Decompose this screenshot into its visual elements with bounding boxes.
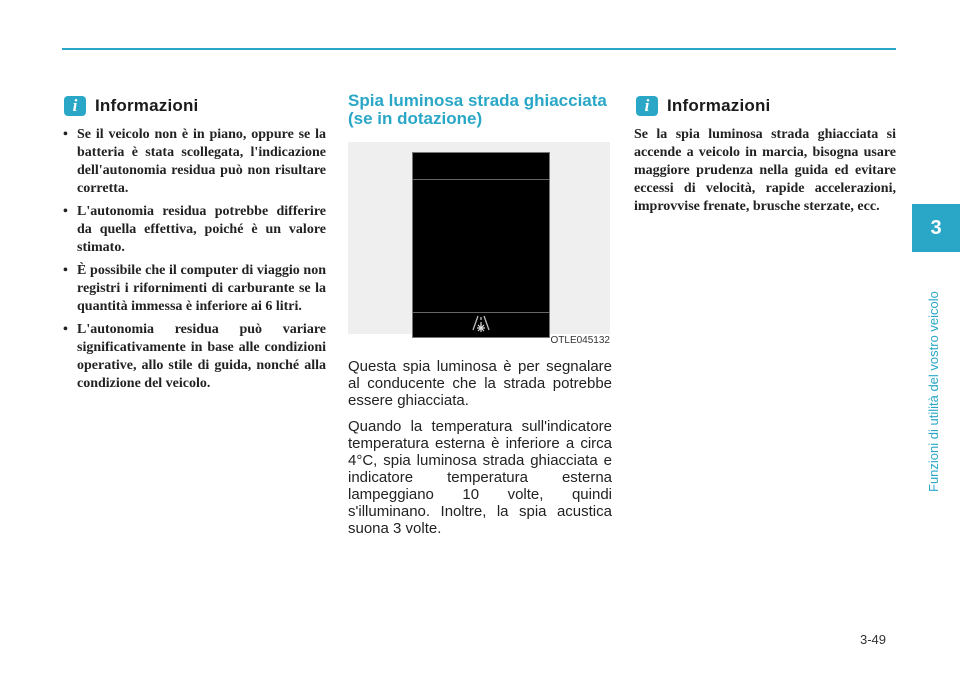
list-item: • Se il veicolo non è in piano, oppure se la batteria è stata scollegata, l'indicazione dell'autonomia residua può non risultare corretta. bbox=[62, 126, 326, 198]
info-title: Informazioni bbox=[667, 96, 771, 115]
list-item: • L'autonomia residua potrebbe differire da quella effettiva, poiché è un valore stimato. bbox=[62, 203, 326, 257]
list-item: • È possibile che il computer di viaggio non registri i rifornimenti di carburante se la quantità immessa è inferiore ai 6 litri. bbox=[62, 262, 326, 316]
icy-road-warning-icon bbox=[469, 315, 493, 333]
info-bullet-list bbox=[62, 126, 326, 393]
paragraph: Questa spia luminosa è per segnalare al conducente che la strada potrebbe essere ghiacciata. bbox=[348, 358, 612, 409]
display-divider bbox=[413, 312, 549, 313]
info-header bbox=[634, 96, 896, 116]
chapter-title: Funzioni di utilità del vostro veicolo bbox=[926, 291, 941, 492]
info-icon: i bbox=[636, 96, 658, 116]
section-title: Spia luminosa strada ghiacciata (se in dotazione) bbox=[348, 91, 607, 128]
chapter-tab: 3 bbox=[912, 204, 960, 252]
header-rule bbox=[62, 48, 896, 50]
display-divider bbox=[413, 179, 549, 180]
icy-road-section bbox=[348, 92, 612, 546]
cluster-figure bbox=[348, 142, 610, 346]
info-box-left bbox=[62, 92, 326, 398]
page-number: 3-49 bbox=[860, 632, 887, 647]
chapter-label bbox=[924, 256, 944, 492]
list-item: • L'autonomia residua può variare significativamente in base alle condizioni operative, allo stile di guida, nonché alla condizione del veicolo. bbox=[62, 321, 326, 393]
cluster-display bbox=[412, 152, 550, 338]
paragraph: Quando la temperatura sull'indicatore temperatura esterna è inferiore a circa 4°C, spia luminosa strada ghiacciata e indicatore temperatura esterna lampeggiano 10 volte, quindi s'illuminano. Inoltre, la spia acustica suona 3 volte. bbox=[348, 418, 612, 537]
info-box-right bbox=[634, 92, 896, 216]
info-header bbox=[62, 96, 326, 116]
figure-code: OTLE045132 bbox=[550, 335, 610, 346]
info-title: Informazioni bbox=[95, 96, 199, 115]
info-icon: i bbox=[64, 96, 86, 116]
info-text: Se la spia luminosa strada ghiacciata si accende a veicolo in marcia, bisogna usare maggiore prudenza nella guida ed evitare eccessi di velocità, rapide accelerazioni, improvvise frenate, brusche sterzate, ecc. bbox=[634, 127, 896, 214]
